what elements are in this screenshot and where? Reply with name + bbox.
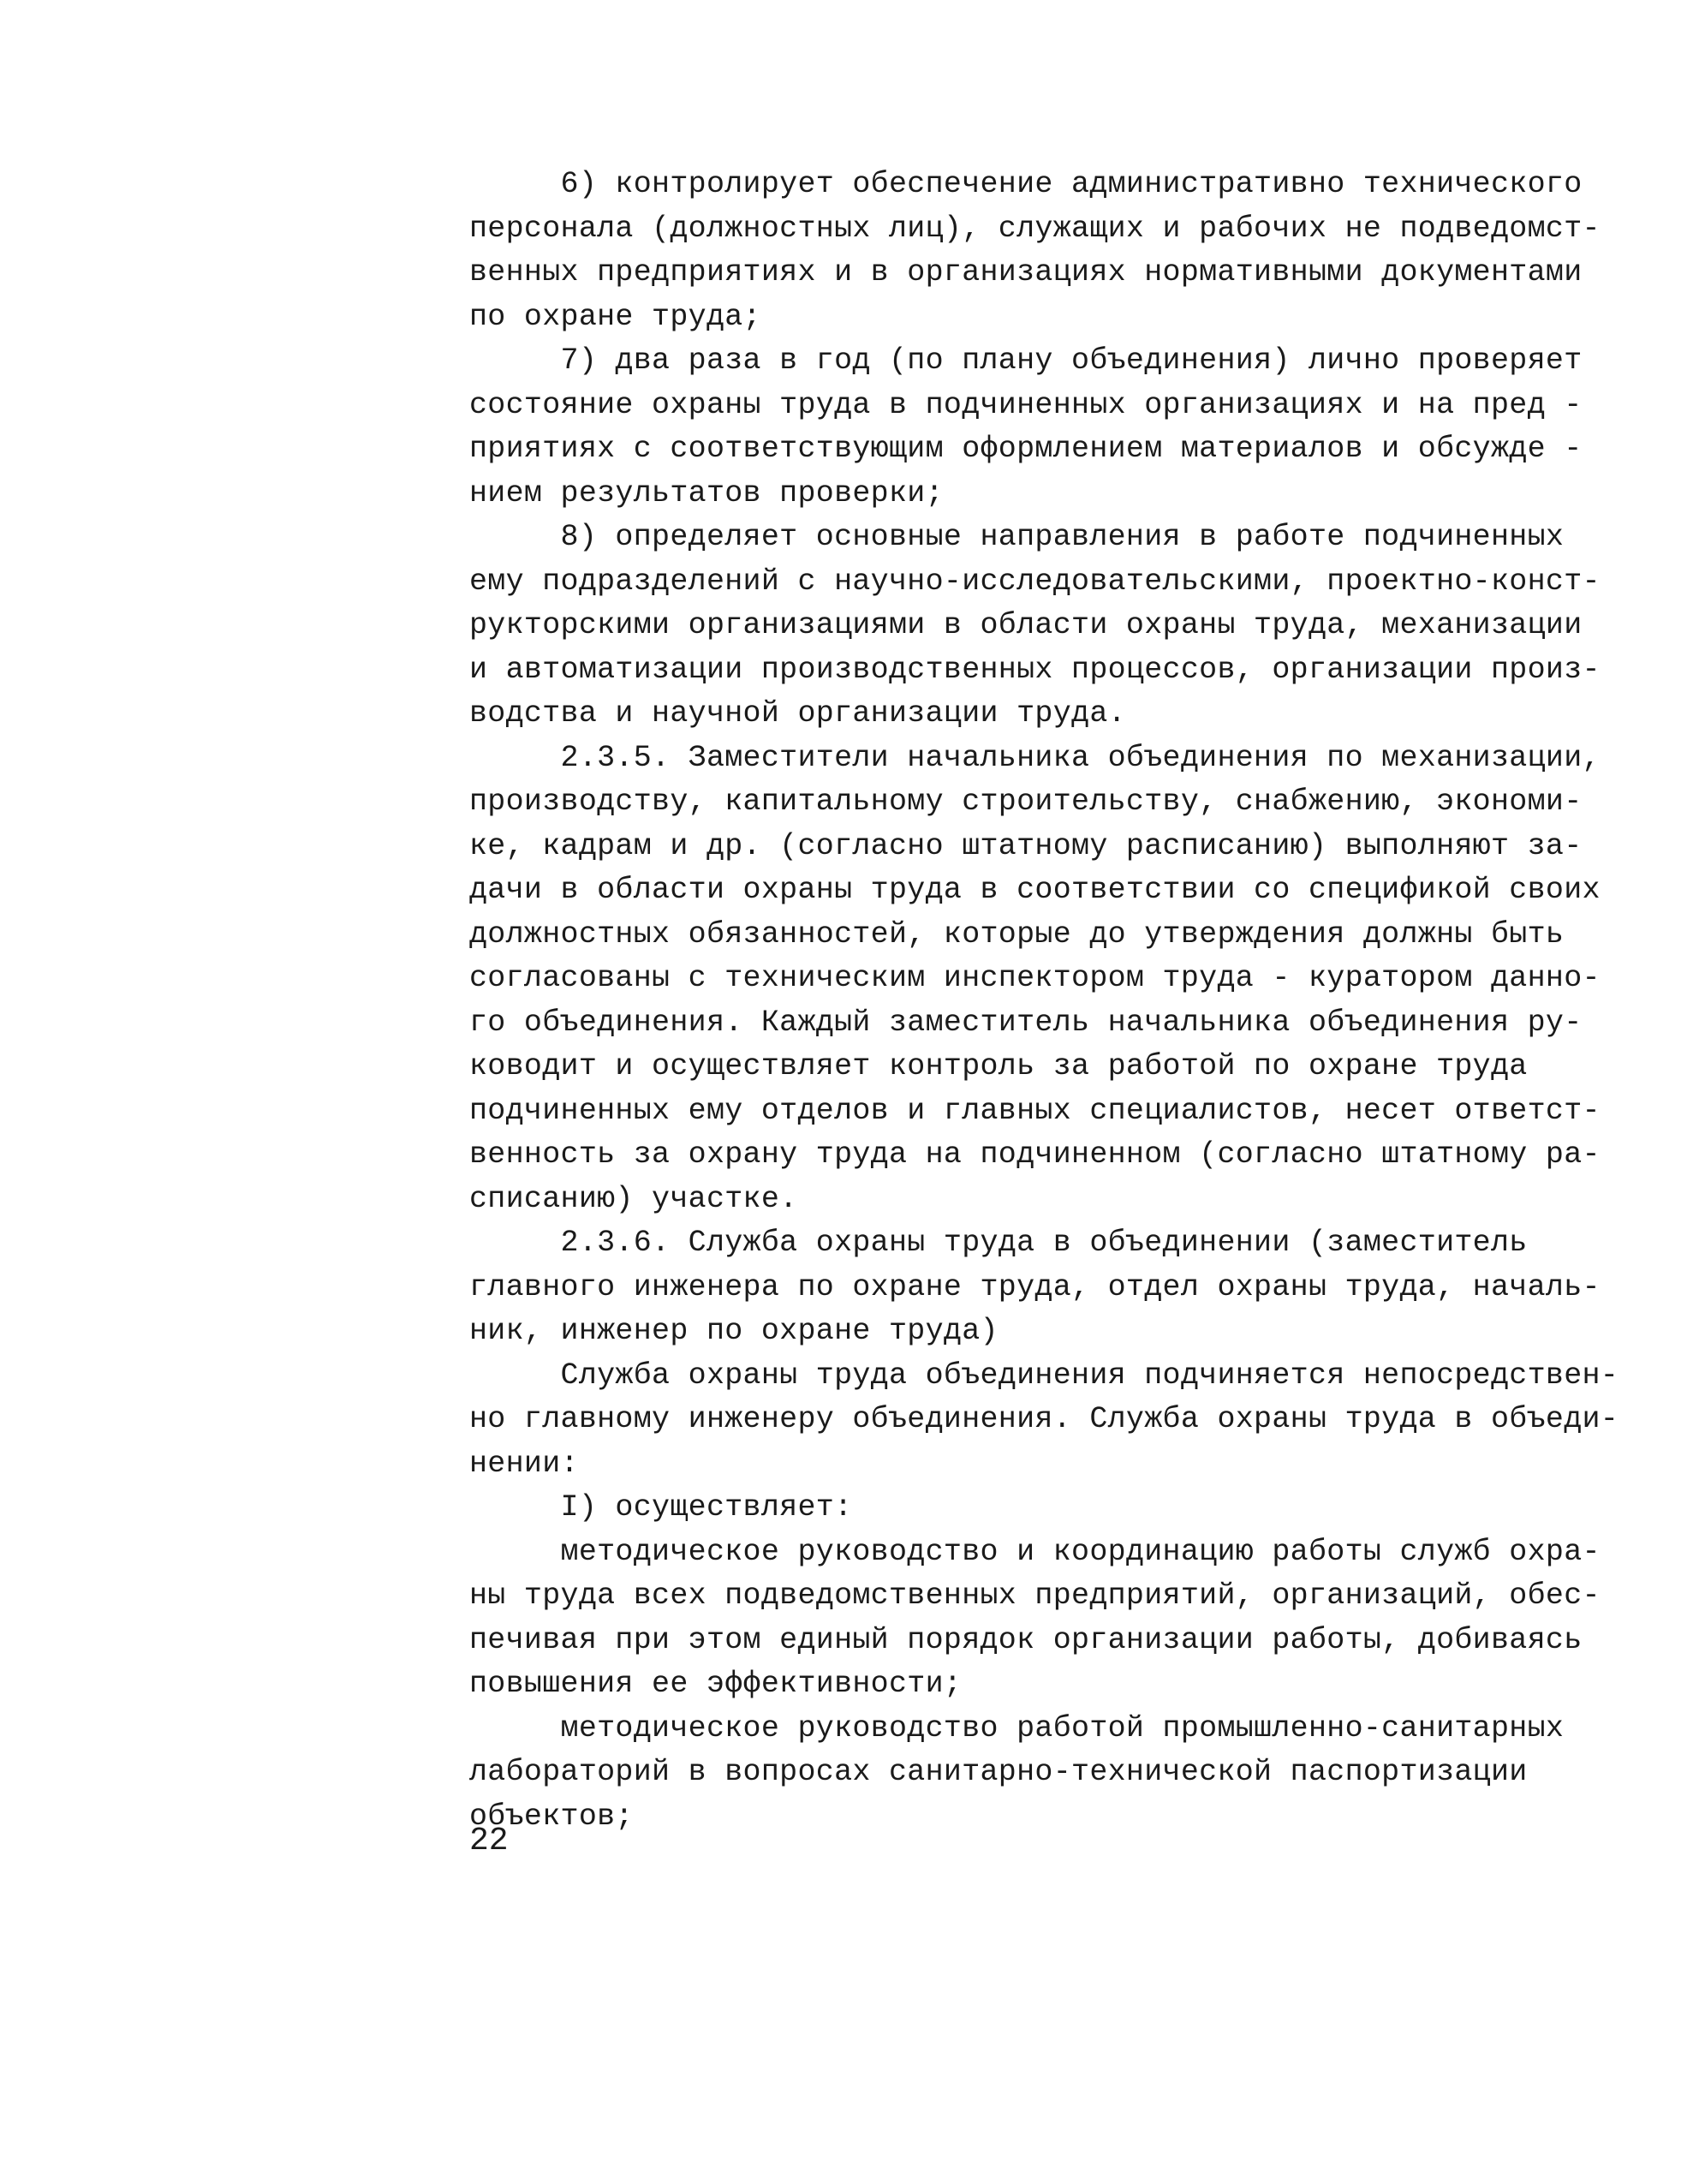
text-line: 2.3.5. Заместители начальника объединения по механизации, <box>469 740 1601 775</box>
text-line: венных предприятиях и в организациях нормативными документами <box>469 255 1583 289</box>
text-line: методическое руководство и координацию работы служб охра- <box>469 1534 1601 1569</box>
text-line: венность за охрану труда на подчиненном (согласно штатному ра- <box>469 1137 1601 1172</box>
text-line: главного инженера по охране труда, отдел охраны труда, началь- <box>469 1269 1601 1304</box>
text-line: водства и научной организации труда. <box>469 696 1126 731</box>
text-line: производству, капитальному строительству, снабжению, экономи- <box>469 785 1583 819</box>
text-line: ник, инженер по охране труда) <box>469 1314 999 1348</box>
text-line: ему подразделений с научно-исследовательскими, проектно-конст- <box>469 564 1601 599</box>
text-line: 8) определяет основные направления в работе подчиненных <box>469 520 1565 554</box>
text-line: ке, кадрам и др. (согласно штатному расписанию) выполняют за- <box>469 828 1583 863</box>
text-line: 2.3.6. Служба охраны труда в объединении (заместитель <box>469 1226 1528 1260</box>
text-line: го объединения. Каждый заместитель начальника объединения ру- <box>469 1005 1583 1040</box>
text-line: ны труда всех подведомственных предприятий, организаций, обес- <box>469 1578 1601 1613</box>
text-line: приятиях с соответствующим оформлением материалов и обсужде - <box>469 432 1583 466</box>
text-line: персонала (должностных лиц), служащих и рабочих не подведомст- <box>469 211 1601 246</box>
text-line: I) осуществляет: <box>469 1490 853 1525</box>
page-number: 22 <box>469 1823 509 1859</box>
text-line: дачи в области охраны труда в соответствии со спецификой своих <box>469 873 1601 907</box>
text-line: рукторскими организациями в области охраны труда, механизации <box>469 608 1583 642</box>
text-line: списанию) участке. <box>469 1181 798 1216</box>
text-line: Служба охраны труда объединения подчиняется непосредствен- <box>469 1358 1619 1393</box>
text-line: состояние охраны труда в подчиненных организациях и на пред - <box>469 387 1583 422</box>
document-body <box>469 163 1619 1839</box>
text-line: нении: <box>469 1446 579 1481</box>
text-line: лабораторий в вопросах санитарно-технической паспортизации <box>469 1755 1528 1789</box>
text-line: 7) два раза в год (по плану объединения) лично проверяет <box>469 343 1583 378</box>
text-line: повышения ее эффективности; <box>469 1667 963 1701</box>
text-line: печивая при этом единый порядок организации работы, добиваясь <box>469 1622 1583 1657</box>
text-line: нием результатов проверки; <box>469 475 944 510</box>
text-line: но главному инженеру объединения. Служба охраны труда в объеди- <box>469 1402 1619 1436</box>
text-line: должностных обязанностей, которые до утверждения должны быть <box>469 916 1565 952</box>
text-line: по охране труда; <box>469 299 761 334</box>
text-line: и автоматизации производственных процессов, организации произ- <box>469 652 1601 687</box>
text-line: методическое руководство работой промышленно-санитарных <box>469 1710 1565 1745</box>
text-line: 6) контролирует обеспечение административно технического <box>469 167 1583 201</box>
text-line: подчиненных ему отделов и главных специалистов, несет ответст- <box>469 1093 1601 1128</box>
text-line: объектов; <box>469 1799 634 1834</box>
text-line: ководит и осуществляет контроль за работой по охране труда <box>469 1049 1528 1083</box>
text-line: согласованы с техническим инспектором труда - куратором данно- <box>469 961 1601 995</box>
